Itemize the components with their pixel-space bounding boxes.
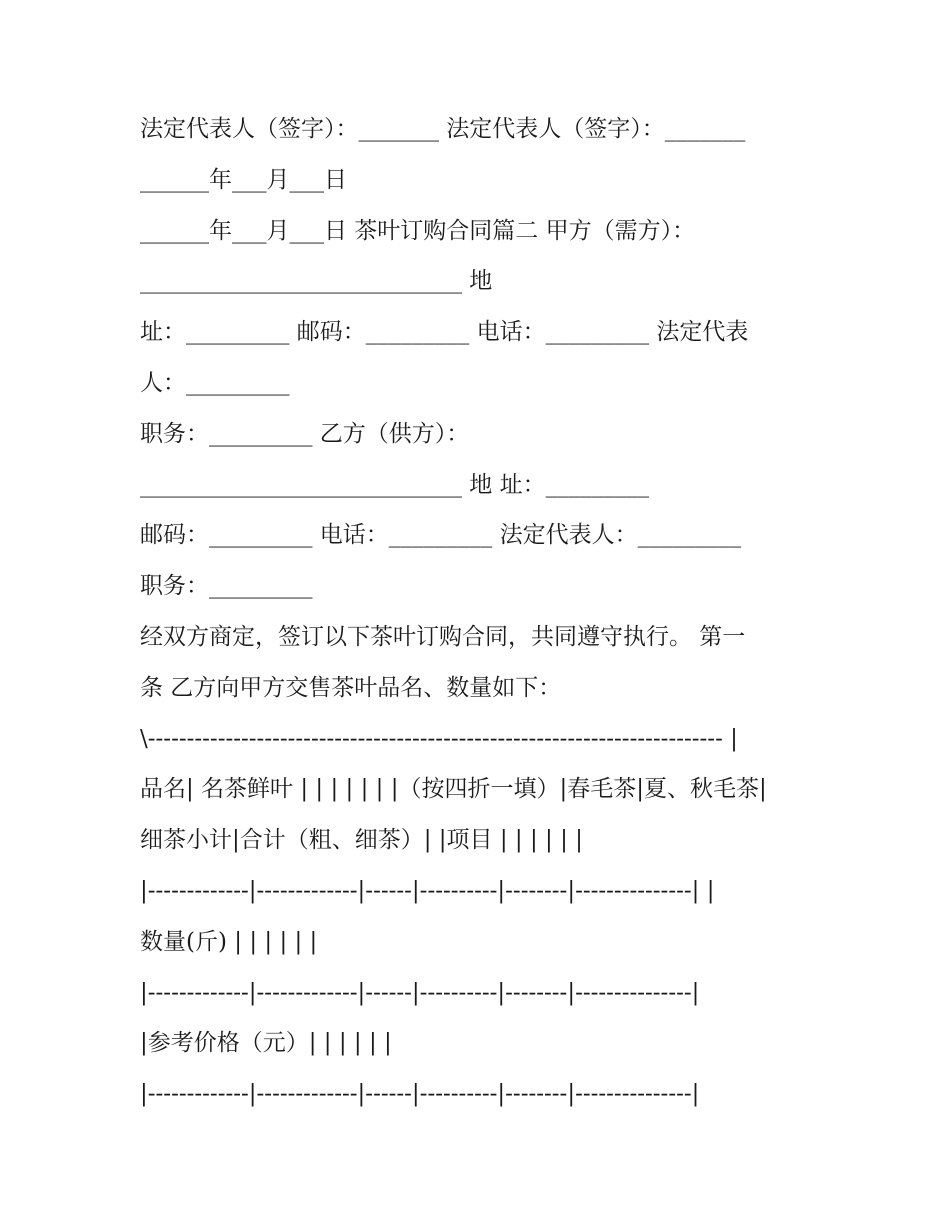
text-line-date-2-title: ______年___月___日 茶叶订购合同篇二 甲方（需方）： — [140, 217, 696, 244]
table-row-price: |参考价格（元）| | | | | | — [140, 1030, 392, 1057]
text-line-party-b-contact: 邮码：_________ 电话：_________ 法定代表人：_________ — [140, 522, 742, 549]
table-separator-1: |-------------|-------------|------|----------|--------|---------------| | — [140, 877, 715, 904]
text-line-party-a-address: 址：_________ 邮码：_________ 电话：_________ 法定代表 — [140, 319, 749, 346]
text-line-article-1: 条 乙方向甲方交售茶叶品名、数量如下： — [140, 674, 562, 701]
text-line-signatures: 法定代表人（签字）：_______ 法定代表人（签字）：_______ — [140, 116, 746, 142]
text-line-party-b-title: 职务：_________ — [140, 573, 313, 600]
document-body — [140, 104, 820, 1120]
table-header-row-1: 品名| 名茶鲜叶 | | | | | | |（按四折一填）|春毛茶|夏、秋毛茶| — [140, 776, 767, 803]
table-header-row-2: 细茶小计|合计（粗、细茶）| |项目 | | | | | | — [140, 827, 583, 854]
text-line-party-a-name: ____________________________ 地 — [140, 268, 493, 295]
table-row-quantity: 数量(斤) | | | | | | — [140, 928, 318, 955]
table-top-border: \-------------------------------------------------------------------------- | — [140, 725, 738, 752]
text-line-party-a-rep: 人：_________ — [140, 369, 290, 396]
table-separator-3: |-------------|-------------|------|----------|--------|---------------| — [140, 1081, 700, 1108]
table-separator-2: |-------------|-------------|------|----------|--------|---------------| — [140, 979, 700, 1006]
text-line-date-1: ______年___月___日 — [140, 166, 347, 193]
text-line-party-a-title: 职务：_________ 乙方（供方）： — [140, 420, 470, 447]
text-line-party-b-name: ____________________________ 地 址：_________ — [140, 471, 650, 498]
text-line-agreement: 经双方商定，签订以下茶叶订购合同，共同遵守执行。 第一 — [140, 623, 746, 650]
